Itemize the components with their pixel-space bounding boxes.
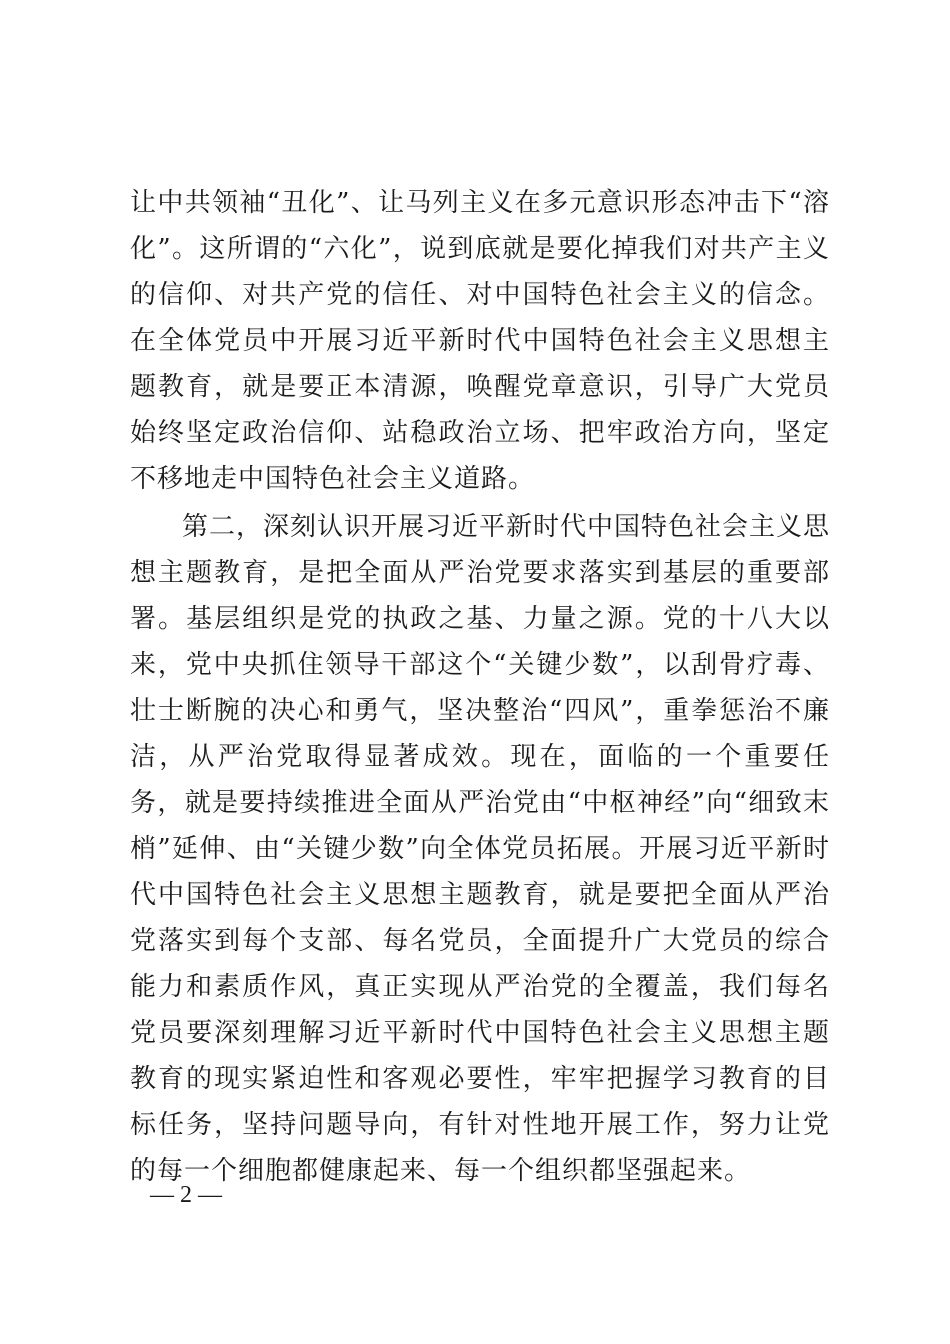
page-number: — 2 — bbox=[150, 1182, 222, 1208]
paragraph-second-point: 第二，深刻认识开展习近平新时代中国特色社会主义思想主题教育，是把全面从严治党要求落实到基层的重要部署。基层组织是党的执政之基、力量之源。党的十八大以来，党中央抓住领导干部这个“关键少数”，以刮骨疗毒、壮士断腕的决心和勇气，坚决整治“四风”，重拳惩治不廉洁，从严治党取得显著成效。现在，面临的一个重要任务，就是要持续推进全面从严治党由“中枢神经”向“细致末梢”延伸、由“关键少数”向全体党员拓展。开展习近平新时代中国特色社会主义思想主题教育，就是要把全面从严治党落实到每个支部、每名党员，全面提升广大党员的综合能力和素质作风，真正实现从严治党的全覆盖，我们每名党员要深刻理解习近平新时代中国特色社会主义思想主题教育的现实紧迫性和客观必要性，牢牢把握学习教育的目标任务，坚持问题导向，有针对性地开展工作，努力让党的每一个细胞都健康起来、每一个组织都坚强起来。 bbox=[130, 512, 831, 1186]
document-body bbox=[130, 180, 830, 1194]
paragraph-continued: 让中共领袖“丑化”、让马列主义在多元意识形态冲击下“溶化”。这所谓的“六化”，说到底就是要化掉我们对共产主义的信仰、对共产党的信任、对中国特色社会主义的信念。在全体党员中开展习近平新时代中国特色社会主义思想主题教育，就是要正本清源，唤醒党章意识，引导广大党员始终坚定政治信仰、站稳政治立场、把牢政治方向，坚定不移地走中国特色社会主义道路。 bbox=[130, 188, 830, 494]
